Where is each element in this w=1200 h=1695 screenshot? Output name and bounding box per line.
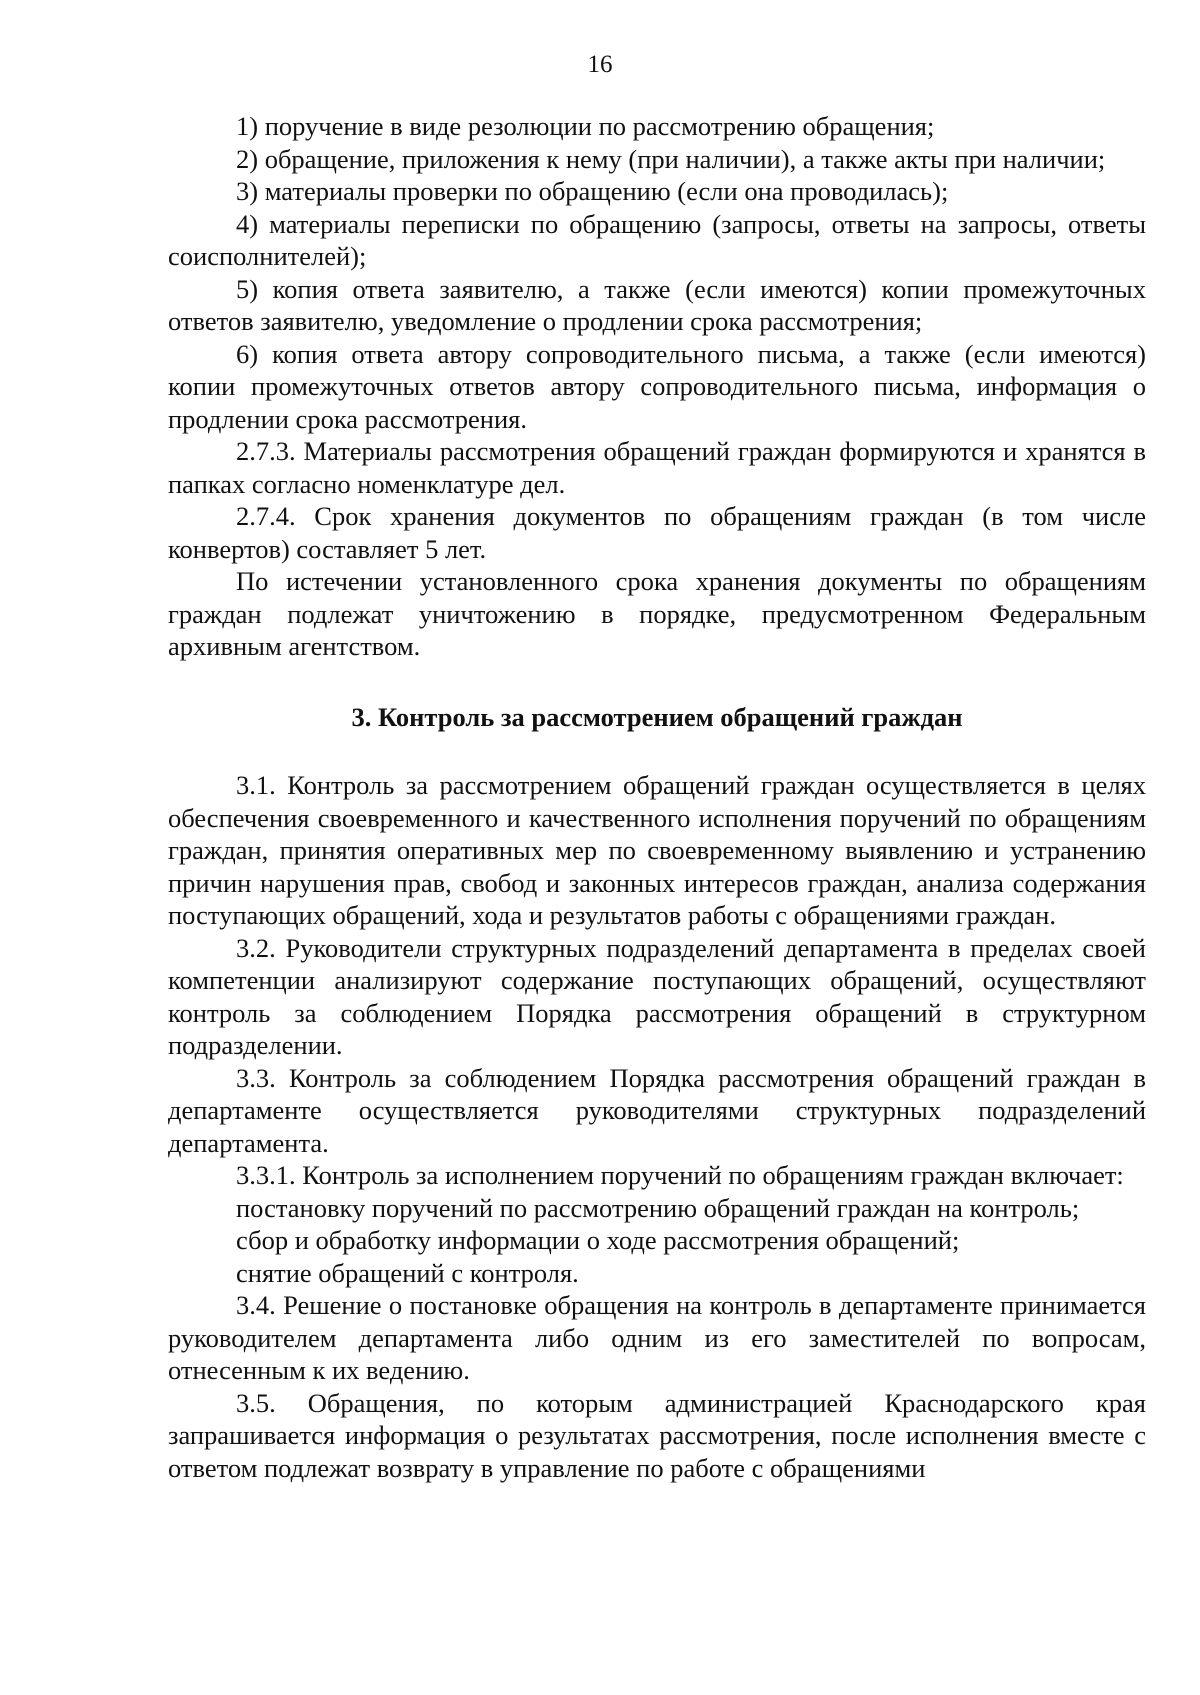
list-item: 6) копия ответа автору сопроводительного письма, а также (если имеются) копии промежуточных ответов автору сопроводительного письма, информация о продлении срока рассмотрения.: [168, 338, 1146, 434]
paragraph: 3.5. Обращения, по которым администрацией Краснодарского края запрашивается информация о результатах рассмотрения, после исполнения вместе с ответом подлежат возврату в управление по работе с обращениями: [168, 1387, 1146, 1483]
list-item: 3) материалы проверки по обращению (если она проводилась);: [236, 176, 949, 206]
paragraph: 2.7.4. Срок хранения документов по обращениям граждан (в том числе конвертов) составляет 5 лет.: [168, 501, 1146, 564]
section-heading: 3. Контроль за рассмотрением обращений граждан: [351, 701, 963, 732]
paragraph: 3.1. Контроль за рассмотрением обращений граждан осуществляется в целях обеспечения своевременного и качественного исполнения поручений по обращениям граждан, принятия оперативных мер по своевременному выявлению и устранению причин нарушения прав, свобод и законных интересов граждан, анализа содержания поступающих обращений, хода и результатов работы с обращениями граждан.: [168, 770, 1146, 930]
paragraph: 3.3.1. Контроль за исполнением поручений по обращениям граждан включает:: [236, 1160, 1124, 1190]
list-item: 4) материалы переписки по обращению (запросы, ответы на запросы, ответы соисполнителей);: [168, 208, 1146, 271]
paragraph: 3.2. Руководители структурных подразделений департамента в пределах своей компетенции анализируют содержание поступающих обращений, осуществляют контроль за соблюдением Порядка рассмотрения обращений в структурном подразделении.: [168, 932, 1146, 1060]
list-item: снятие обращений с контроля.: [236, 1257, 579, 1288]
page-number: 16: [587, 51, 613, 78]
document-body: [168, 110, 1146, 1484]
list-item: сбор и обработку информации о ходе рассмотрения обращений;: [236, 1225, 960, 1255]
paragraph: По истечении установленного срока хранения документы по обращениям граждан подлежат уничтожению в порядке, предусмотренном Федеральным архивным агентством.: [168, 566, 1146, 661]
list-item: 2) обращение, приложения к нему (при наличии), а также акты при наличии;: [236, 143, 1106, 174]
paragraph: 2.7.3. Материалы рассмотрения обращений граждан формируются и хранятся в папках согласно номенклатуре дел.: [168, 436, 1146, 499]
list-item: 1) поручение в виде резолюции по рассмотрению обращения;: [236, 111, 935, 141]
paragraph: 3.3. Контроль за соблюдением Порядка рассмотрения обращений граждан в департаменте осуществляется руководителями структурных подразделений департамента.: [168, 1062, 1146, 1158]
list-item: постановку поручений по рассмотрению обращений граждан на контроль;: [236, 1192, 1080, 1223]
paragraph: 3.4. Решение о постановке обращения на контроль в департаменте принимается руководителем департамента либо одним из его заместителей по вопросам, отнесенным к их ведению.: [168, 1290, 1146, 1385]
list-item: 5) копия ответа заявителю, а также (если имеются) копии промежуточных ответов заявителю, уведомление о продлении срока рассмотрения;: [168, 273, 1146, 336]
